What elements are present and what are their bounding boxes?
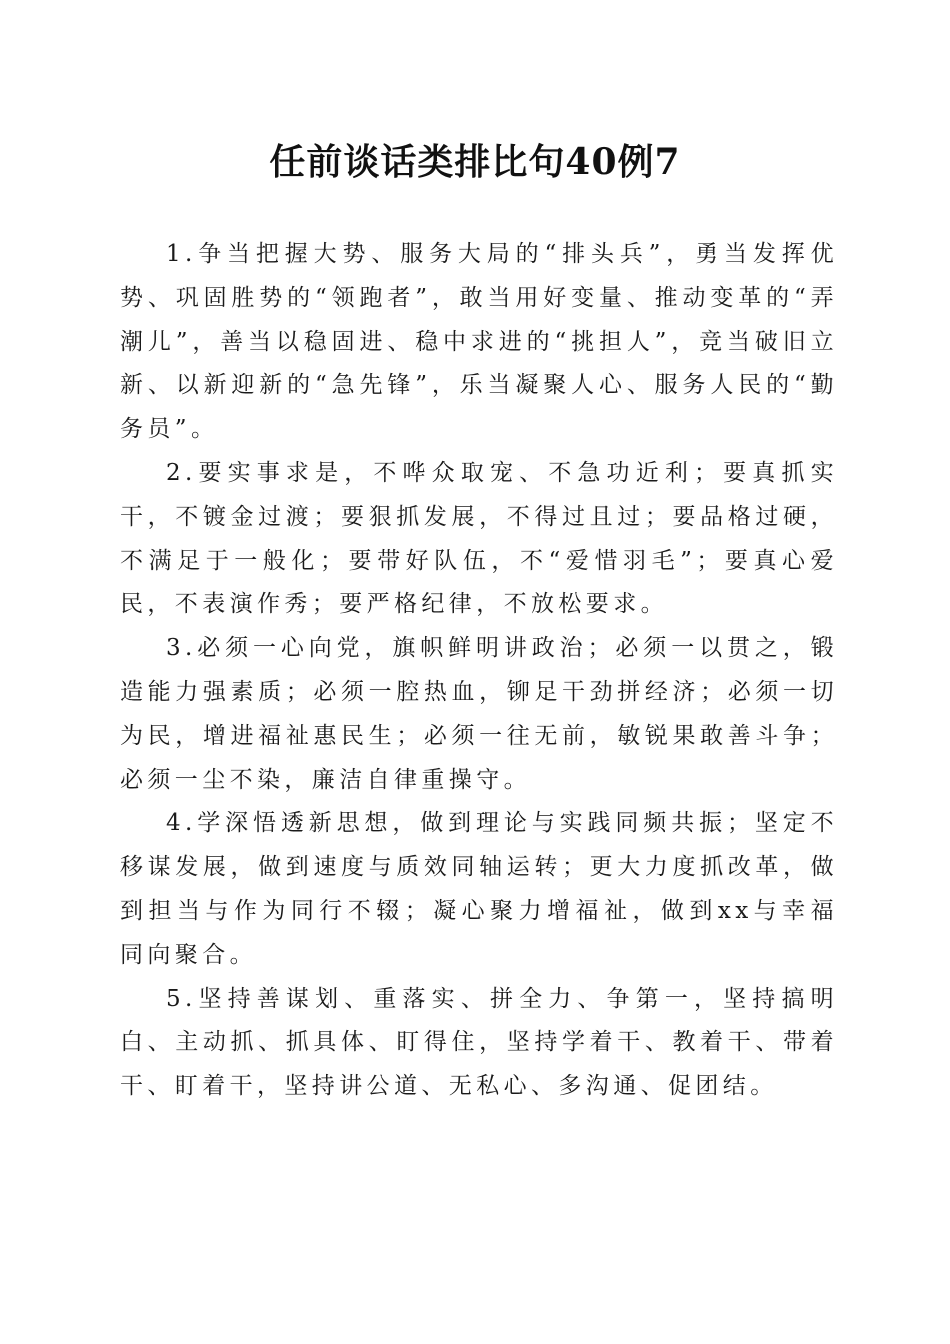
paragraph-5: 5.坚持善谋划、重落实、拼全力、争第一，坚持搞明白、主动抓、抓具体、盯得住，坚持学着干、教着干、带着干、盯着干，坚持讲公道、无私心、多沟通、促团结。 xyxy=(120,985,838,1100)
paragraph-3: 3.必须一心向党，旗帜鲜明讲政治；必须一以贯之，锻造能力强素质；必须一腔热血，铆足干劲拼经济；必须一切为民，增进福祉惠民生；必须一往无前，敏锐果敢善斗争；必须一尘不染，廉洁自律重操守。 xyxy=(120,635,838,793)
paragraph-2: 2.要实事求是，不哗众取宠、不急功近利；要真抓实干，不镀金过渡；要狠抓发展，不得过且过；要品格过硬，不满足于一般化；要带好队伍，不“爱惜羽毛”；要真心爱民，不表演作秀；要严格纪律，不放松要求。 xyxy=(120,459,838,618)
paragraph-1: 1.争当把握大势、服务大局的“排头兵”，勇当发挥优势、巩固胜势的“领跑者”，敢当用好变量、推动变革的“弄潮儿”，善当以稳固进、稳中求进的“挑担人”，竞当破旧立新、以新迎新的“急先锋”，乐当凝聚人心、服务人民的“勤务员”。 xyxy=(120,241,838,443)
document-body xyxy=(120,233,838,1109)
document-title: 任前谈话类排比句40例7 xyxy=(269,141,681,183)
paragraph-4: 4.学深悟透新思想，做到理论与实践同频共振；坚定不移谋发展，做到速度与质效同轴运转；更大力度抓改革，做到担当与作为同行不辍；凝心聚力增福祉，做到xx与幸福同向聚合。 xyxy=(120,810,838,968)
